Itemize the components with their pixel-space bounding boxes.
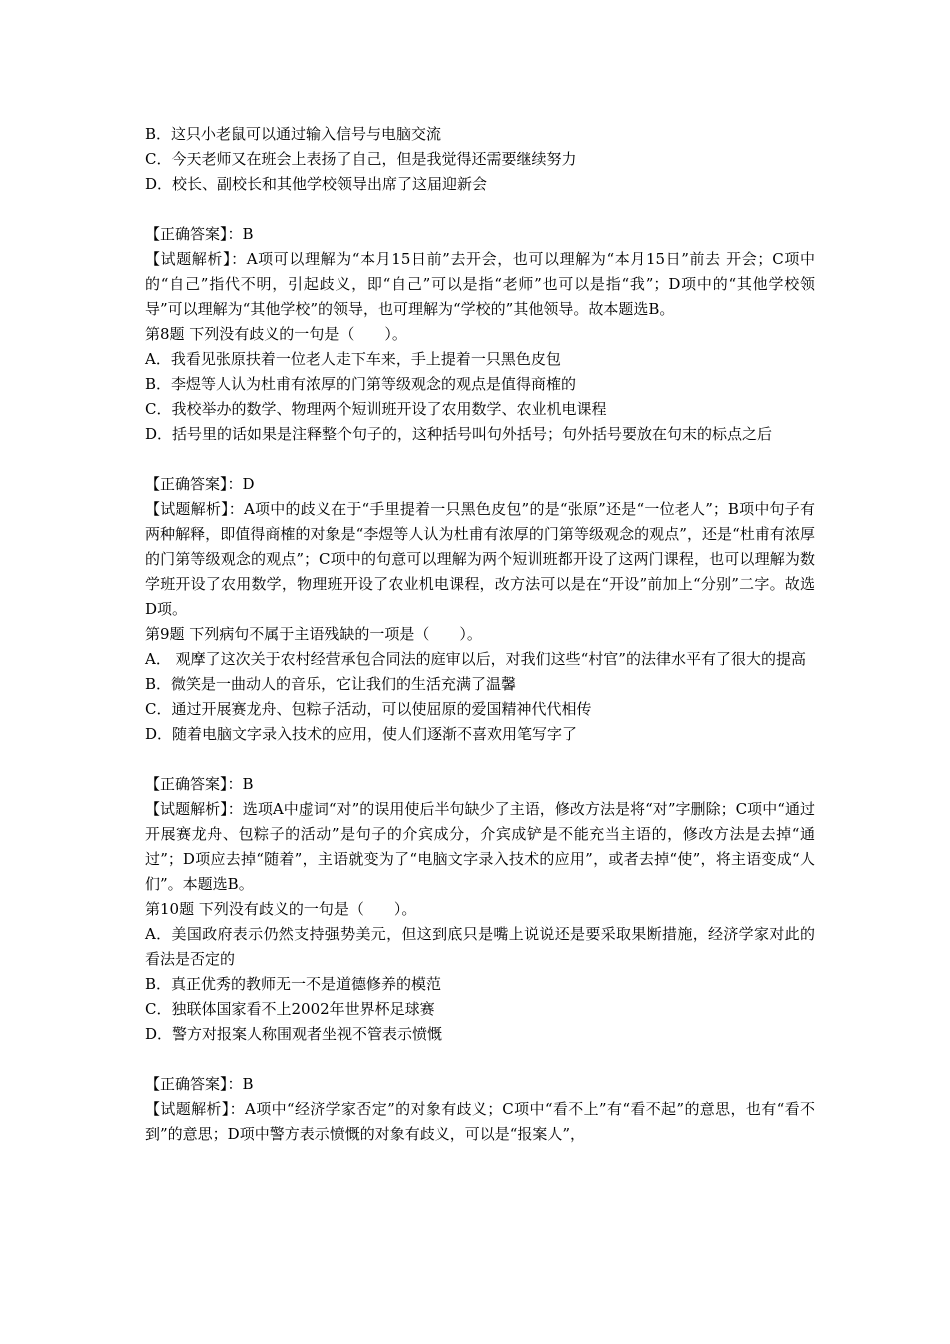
option-d: D．随着电脑文字录入技术的应用，使人们逐渐不喜欢用笔写字了 (145, 725, 578, 743)
option-c: C．我校举办的数学、物理两个短训班开设了农用数学、农业机电课程 (145, 400, 607, 418)
option-d: D．括号里的话如果是注释整个句子的，这种括号叫句外括号；句外括号要放在句末的标点之后 (145, 425, 773, 443)
analysis-label: 【试题解析】： (145, 800, 243, 818)
option-d: D．校长、副校长和其他学校领导出席了这届迎新会 (145, 175, 488, 193)
spacer (145, 197, 815, 222)
option-a: A．我看见张原扶着一位老人走下车来，手上提着一只黑色皮包 (145, 350, 561, 368)
option-b: B．真正优秀的教师无一不是道德修养的模范 (145, 975, 442, 993)
analysis-label: 【试题解析】： (145, 1100, 246, 1118)
option-a: A．美国政府表示仍然支持强势美元，但这到底只是嘴上说说还是要采取果断措施，经济学家对此的看法是否定的 (145, 925, 815, 968)
spacer (145, 1047, 815, 1072)
question-title: 第8题 下列没有歧义的一句是（ ）。 (145, 325, 407, 343)
option-b: B．李煜等人认为杜甫有浓厚的门第等级观念的观点是值得商榷的 (145, 375, 577, 393)
analysis-paragraph (145, 497, 815, 622)
spacer (145, 447, 815, 472)
analysis-paragraph (145, 797, 815, 897)
answer-label: 【正确答案】： (145, 475, 243, 493)
option-c: C．今天老师又在班会上表扬了自己，但是我觉得还需要继续努力 (145, 150, 577, 168)
answer-line (145, 472, 815, 497)
spacer (145, 747, 815, 772)
document-page (145, 122, 815, 1147)
analysis-paragraph (145, 247, 815, 322)
answer-label: 【正确答案】： (145, 775, 243, 793)
option-c: C．通过开展赛龙舟、包粽子活动，可以使屈原的爱国精神代代相传 (145, 700, 592, 718)
answer-line (145, 222, 815, 247)
answer-value: B (242, 1075, 254, 1093)
question-title: 第9题 下列病句不属于主语残缺的一项是（ ）。 (145, 625, 482, 643)
analysis-text: A项中的歧义在于“手里提着一只黑色皮包”的是“张原”还是“一位老人”；B项中句子有两种解释，即值得商榷的对象是“李煜等人认为杜甫有浓厚的门第等级观念的观点”，还是“杜甫有浓厚的门第等级观念的观点”；C项中的句意可以理解为两个短训班都开设了这两门课程，也可以理解为数学班开设了农用数学，物理班开设了农业机电课程，改方法可以是在“开设”前加上“分别”二字。故选D项。 (145, 500, 815, 618)
analysis-label: 【试题解析】： (145, 250, 247, 268)
answer-value: B (242, 775, 254, 793)
answer-label: 【正确答案】： (145, 225, 243, 243)
analysis-label: 【试题解析】： (145, 500, 244, 518)
analysis-text: A项可以理解为“本月15日前”去开会，也可以理解为“本月15日”前去 开会；C项中的“自己”指代不明，引起歧义，即“自己”可以是指“老师”也可以是指“我”；D项中的“其他学校领导”可以理解为“其他学校”的领导，也可理解为“学校的”其他领导。故本题选B。 (145, 250, 815, 318)
analysis-text: 选项A中虚词“对”的误用使后半句缺少了主语，修改方法是将“对”字删除；C项中“通过开展赛龙舟、包粽子的活动”是句子的介宾成分，介宾成铲是不能充当主语的，修改方法是去掉“通过”；D项应去掉“随着”，主语就变为了“电脑文字录入技术的应用”，或者去掉“使”，将主语变成“人们”。本题选B。 (145, 800, 815, 893)
answer-value: D (242, 475, 255, 493)
option-c: C．独联体国家看不上2002年世界杯足球赛 (145, 1000, 435, 1018)
answer-line (145, 772, 815, 797)
answer-label: 【正确答案】： (145, 1075, 243, 1093)
analysis-paragraph (145, 1097, 815, 1147)
analysis-text: A项中“经济学家否定”的对象有歧义；C项中“看不上”有“看不起”的意思，也有“看不到”的意思；D项中警方表示愤慨的对象有歧义，可以是“报案人”， (145, 1100, 815, 1143)
option-a: A． 观摩了这次关于农村经营承包合同法的庭审以后，对我们这些“村官”的法律水平有了很大的提高 (145, 650, 806, 668)
answer-value: B (242, 225, 254, 243)
question-title: 第10题 下列没有歧义的一句是（ ）。 (145, 900, 417, 918)
option-d: D．警方对报案人称围观者坐视不管表示愤慨 (145, 1025, 443, 1043)
answer-line (145, 1072, 815, 1097)
option-b: B．微笑是一曲动人的音乐，它让我们的生活充满了温馨 (145, 675, 517, 693)
option-b: B．这只小老鼠可以通过输入信号与电脑交流 (145, 125, 442, 143)
